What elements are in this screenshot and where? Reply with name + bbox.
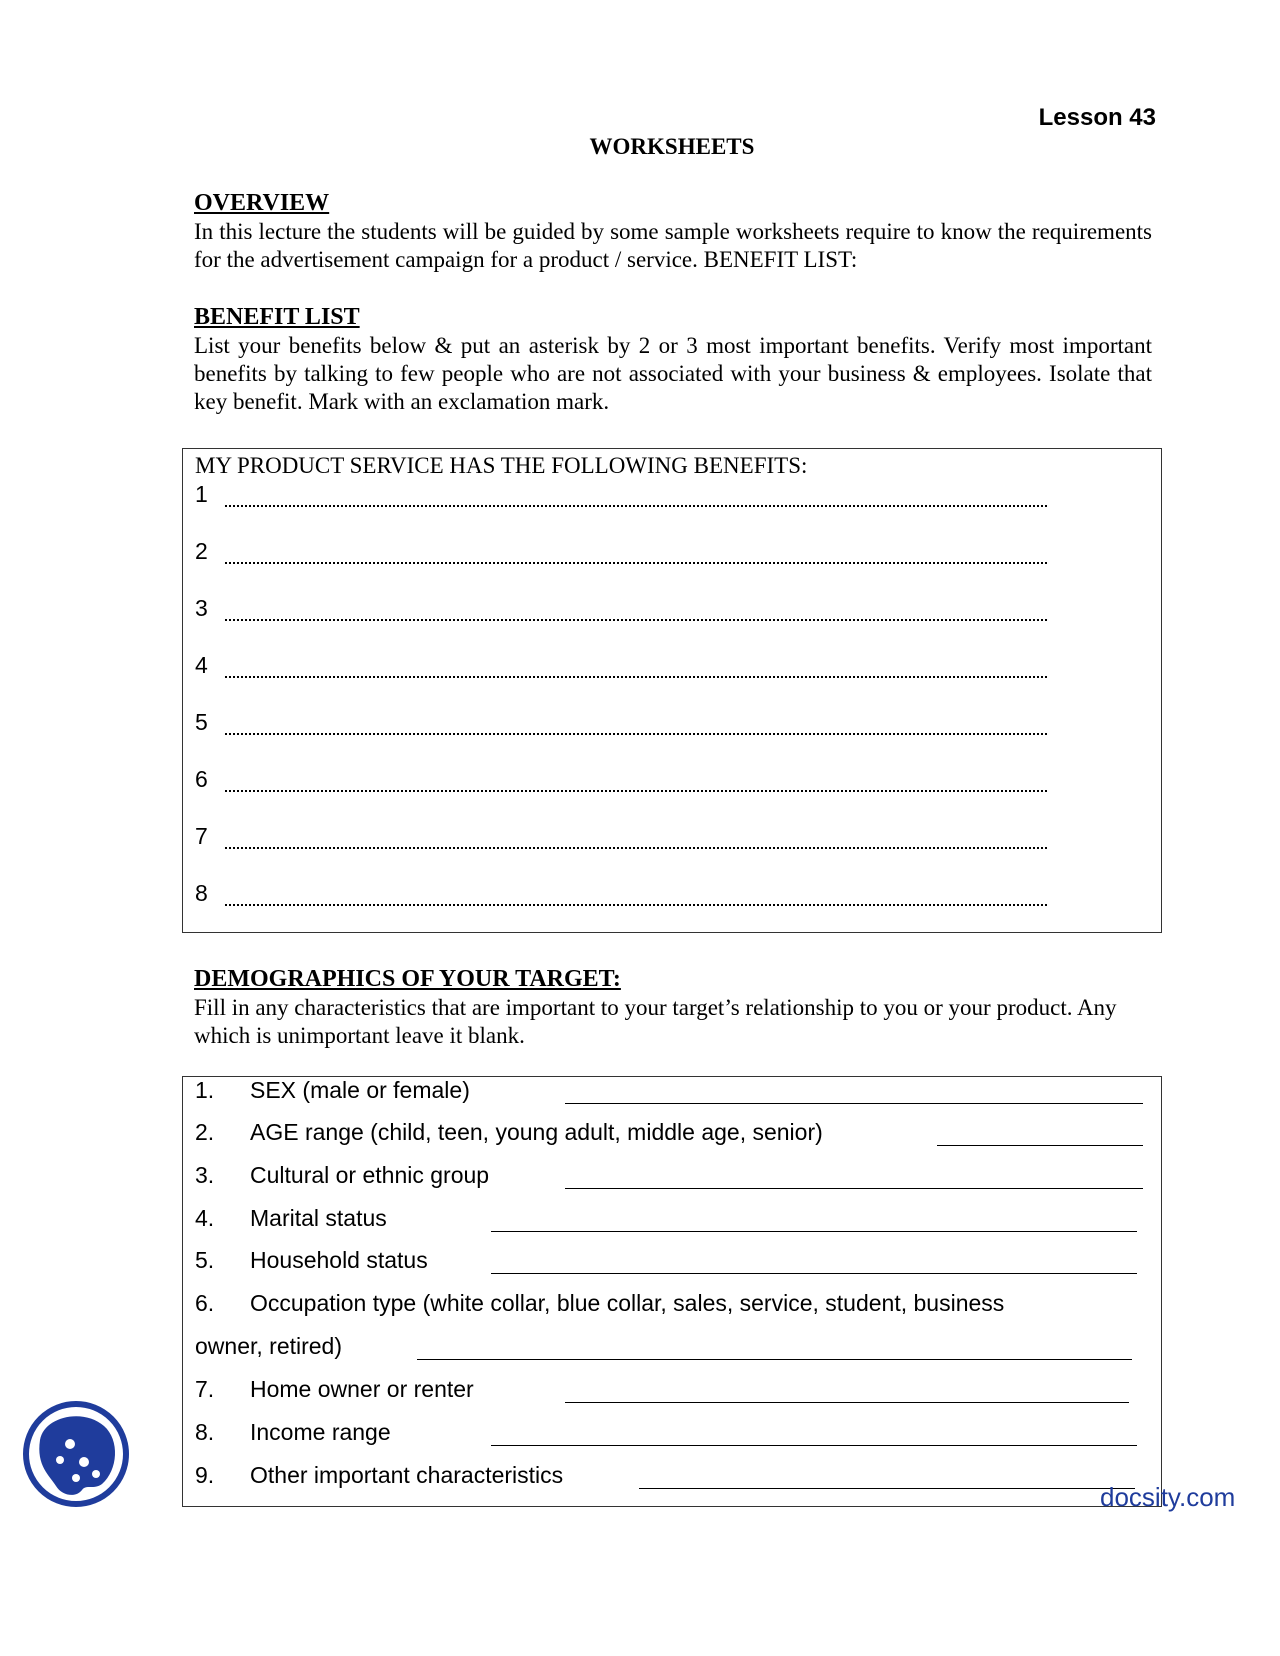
benefit-list-heading: BENEFIT LIST xyxy=(194,304,360,330)
item-label: Income range xyxy=(250,1419,391,1445)
page-title: WORKSHEETS xyxy=(589,134,755,159)
benefit-number: 4 xyxy=(195,652,208,678)
benefit-number: 3 xyxy=(195,595,208,621)
household-status-field[interactable] xyxy=(491,1273,1137,1274)
marital-status-field[interactable] xyxy=(491,1231,1137,1232)
benefit-line-1[interactable] xyxy=(225,505,1047,507)
benefit-line-8[interactable] xyxy=(225,904,1047,906)
benefit-row xyxy=(195,709,225,736)
lesson-number: Lesson 43 xyxy=(1038,104,1156,131)
item-number: 6. xyxy=(195,1290,215,1316)
item-label: SEX (male or female) xyxy=(250,1077,470,1103)
demographics-text: Fill in any characteristics that are important to your target’s relationship to you or your product. Any which is unimportant leave it blank. xyxy=(194,995,1117,1048)
item-label: Home owner or renter xyxy=(250,1376,474,1402)
demographic-item xyxy=(195,1462,563,1489)
demographic-item xyxy=(195,1077,470,1104)
benefit-line-3[interactable] xyxy=(225,619,1047,621)
item-label: Occupation type (white collar, blue collar, sales, service, student, business xyxy=(250,1290,1005,1316)
demographic-item xyxy=(195,1376,474,1403)
benefit-number: 1 xyxy=(195,481,208,507)
overview-text: In this lecture the students will be guided by some sample worksheets require to know the requirements for the advertisement campaign for a product / service. BENEFIT LIST: xyxy=(194,219,1152,272)
benefit-line-7[interactable] xyxy=(225,847,1047,849)
demographic-item xyxy=(195,1290,1004,1317)
item-number: 7. xyxy=(195,1376,215,1402)
docsity-watermark[interactable]: docsity.com xyxy=(1100,1482,1236,1512)
age-range-field[interactable] xyxy=(937,1145,1143,1146)
benefit-row xyxy=(195,766,225,793)
item-label: Other important characteristics xyxy=(250,1462,564,1488)
benefit-number: 6 xyxy=(195,766,208,792)
benefit-line-6[interactable] xyxy=(225,790,1047,792)
demographic-item xyxy=(195,1247,428,1274)
benefit-line-5[interactable] xyxy=(225,733,1047,735)
occupation-field[interactable] xyxy=(417,1359,1132,1360)
other-characteristics-field[interactable] xyxy=(639,1488,1135,1489)
sex-field[interactable] xyxy=(565,1103,1143,1104)
income-range-field[interactable] xyxy=(491,1445,1137,1446)
benefit-number: 5 xyxy=(195,709,208,735)
benefits-box xyxy=(182,448,1162,933)
item-number: 2. xyxy=(195,1119,215,1145)
demographic-item xyxy=(195,1119,823,1146)
item-number: 3. xyxy=(195,1162,215,1188)
benefit-line-4[interactable] xyxy=(225,676,1047,678)
benefit-row xyxy=(195,538,225,565)
item-number: 1. xyxy=(195,1077,215,1103)
demographic-item xyxy=(195,1162,489,1189)
home-owner-field[interactable] xyxy=(565,1402,1129,1403)
benefit-row xyxy=(195,481,225,508)
demographic-item xyxy=(195,1419,391,1446)
item-label: Cultural or ethnic group xyxy=(250,1162,490,1188)
benefit-number: 8 xyxy=(195,880,208,906)
docsity-logo-icon xyxy=(22,1400,130,1508)
benefit-number: 2 xyxy=(195,538,208,564)
demographic-item-continuation: owner, retired) xyxy=(195,1333,343,1359)
cultural-group-field[interactable] xyxy=(565,1188,1143,1189)
benefit-number: 7 xyxy=(195,823,208,849)
item-number: 4. xyxy=(195,1205,215,1231)
item-number: 5. xyxy=(195,1247,215,1273)
demographics-heading: DEMOGRAPHICS OF YOUR TARGET: xyxy=(194,966,621,992)
benefit-list-text: List your benefits below & put an asterisk by 2 or 3 most important benefits. Verify most important benefits by talking to few people who are not associated with your business & employees. Isolate that key benefit. Mark with an exclamation mark. xyxy=(194,333,1152,414)
benefit-row xyxy=(195,823,225,850)
item-number: 9. xyxy=(195,1462,215,1488)
benefit-row xyxy=(195,595,225,622)
benefit-row xyxy=(195,652,225,679)
benefit-line-2[interactable] xyxy=(225,562,1047,564)
item-label: Marital status xyxy=(250,1205,387,1231)
item-label: Household status xyxy=(250,1247,428,1273)
benefits-box-header: MY PRODUCT SERVICE HAS THE FOLLOWING BENEFITS: xyxy=(195,453,808,478)
benefit-row xyxy=(195,880,225,907)
demographics-box xyxy=(182,1076,1162,1507)
demographic-item xyxy=(195,1205,387,1232)
item-label: AGE range (child, teen, young adult, middle age, senior) xyxy=(250,1119,823,1145)
item-number: 8. xyxy=(195,1419,215,1445)
overview-heading: OVERVIEW xyxy=(194,190,330,216)
